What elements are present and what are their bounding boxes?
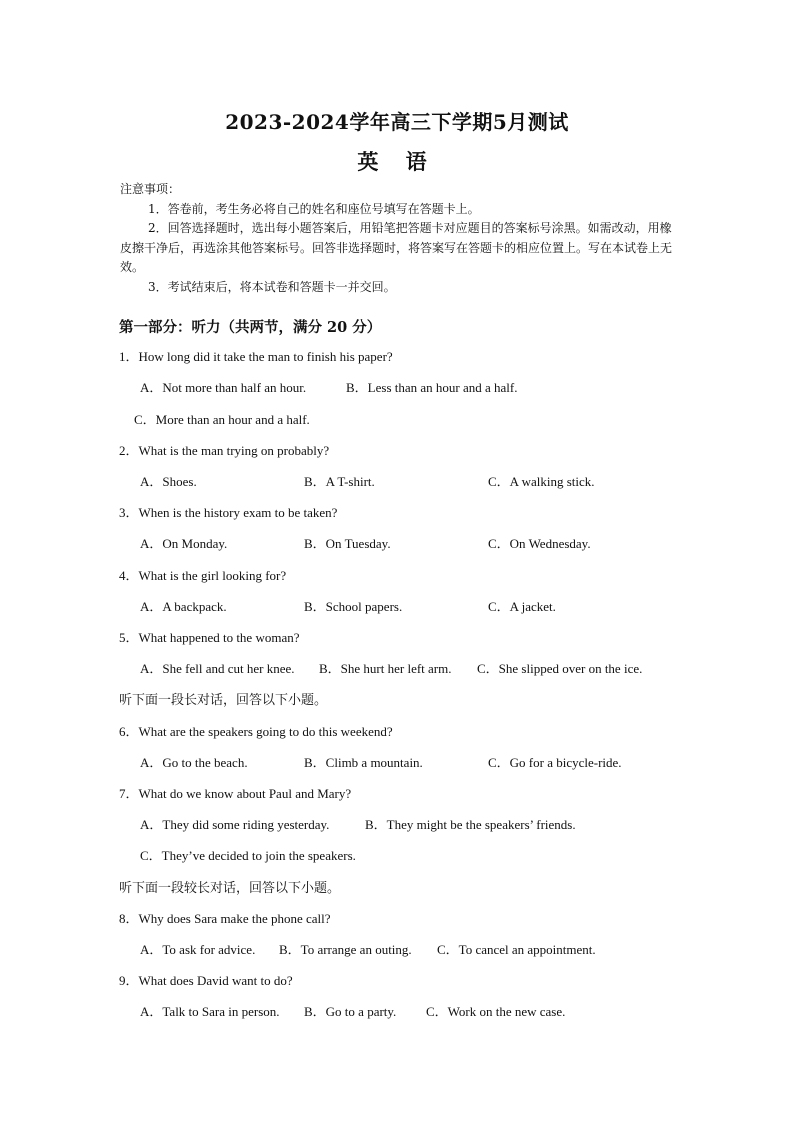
question-3-option-a: A．On Monday.: [140, 536, 228, 551]
question-4-option-a: A．A backpack.: [140, 599, 227, 614]
question-6-option-a: A．Go to the beach.: [140, 755, 248, 770]
notice-section: [120, 180, 680, 297]
subject-title: 英 语: [357, 149, 437, 174]
question-8-option-c: C．To cancel an appointment.: [437, 942, 596, 957]
question-1-option-c: C．More than an hour and a half.: [134, 412, 310, 427]
question-7-option-b: B．They might be the speakers’ friends.: [365, 817, 576, 832]
question-9-option-a: A．Talk to Sara in person.: [140, 1004, 280, 1019]
question-5-option-a: A．She fell and cut her knee.: [140, 661, 295, 676]
question-9-option-b: B．Go to a party.: [304, 1004, 397, 1019]
section-instruction-1: 听下面一段长对话，回答以下小题。: [119, 693, 328, 708]
question-8-stem: 8．Why does Sara make the phone call?: [119, 911, 331, 926]
question-3-option-c: C．On Wednesday.: [488, 536, 591, 551]
question-1-option-b: B．Less than an hour and a half.: [346, 380, 518, 395]
question-1-option-a: A．Not more than half an hour.: [140, 380, 307, 395]
question-2-option-c: C．A walking stick.: [488, 474, 595, 489]
question-2-option-b: B．A T-shirt.: [304, 474, 375, 489]
notice-heading: 注意事项：: [120, 182, 181, 196]
question-5-option-b: B．She hurt her left arm.: [319, 661, 452, 676]
question-8-option-b: B．To arrange an outing.: [279, 942, 412, 957]
question-9-option-c: C．Work on the new case.: [426, 1004, 566, 1019]
section-instruction-2: 听下面一段较长对话，回答以下小题。: [119, 881, 341, 896]
question-9-stem: 9．What does David want to do?: [119, 973, 293, 988]
question-5-option-c: C．She slipped over on the ice.: [477, 661, 643, 676]
question-3-stem: 3．When is the history exam to be taken?: [119, 505, 338, 520]
question-7-option-a: A．They did some riding yesterday.: [140, 817, 330, 832]
part1-heading: 第一部分：听力（共两节，满分 20 分）: [119, 319, 382, 336]
question-3-option-b: B．On Tuesday.: [304, 536, 391, 551]
notice-item-3: 3．考试结束后，将本试卷和答题卡一并交回。: [148, 279, 396, 294]
question-7-stem: 7．What do we know about Paul and Mary?: [119, 786, 352, 801]
question-4-option-b: B．School papers.: [304, 599, 403, 614]
question-6-stem: 6．What are the speakers going to do this weekend?: [119, 724, 393, 739]
question-4-option-c: C．A jacket.: [488, 599, 556, 614]
question-1-stem: 1．How long did it take the man to finish his paper?: [119, 349, 393, 364]
question-6-option-b: B．Climb a mountain.: [304, 755, 423, 770]
exam-title: 2023-2024学年高三下学期5月测试: [225, 110, 569, 134]
question-2-option-a: A．Shoes.: [140, 474, 197, 489]
question-2-stem: 2．What is the man trying on probably?: [119, 443, 330, 458]
notice-item-1: 1．答卷前，考生务必将自己的姓名和座位号填写在答题卡上。: [148, 201, 480, 216]
question-6-option-c: C．Go for a bicycle-ride.: [488, 755, 622, 770]
question-8-option-a: A．To ask for advice.: [140, 942, 256, 957]
question-4-stem: 4．What is the girl looking for?: [119, 568, 287, 583]
notice-item-2: 2．回答选择题时，选出每小题答案后，用铅笔把答题卡对应题目的答案标号涂黑。如需改动，用橡皮擦干净后，再选涂其他答案标号。回答非选择题时，将答案写在答题卡的相应位置上。写在本试卷上无效。: [120, 221, 673, 274]
question-7-option-c: C．They’ve decided to join the speakers.: [140, 848, 356, 863]
question-5-stem: 5．What happened to the woman?: [119, 630, 300, 645]
